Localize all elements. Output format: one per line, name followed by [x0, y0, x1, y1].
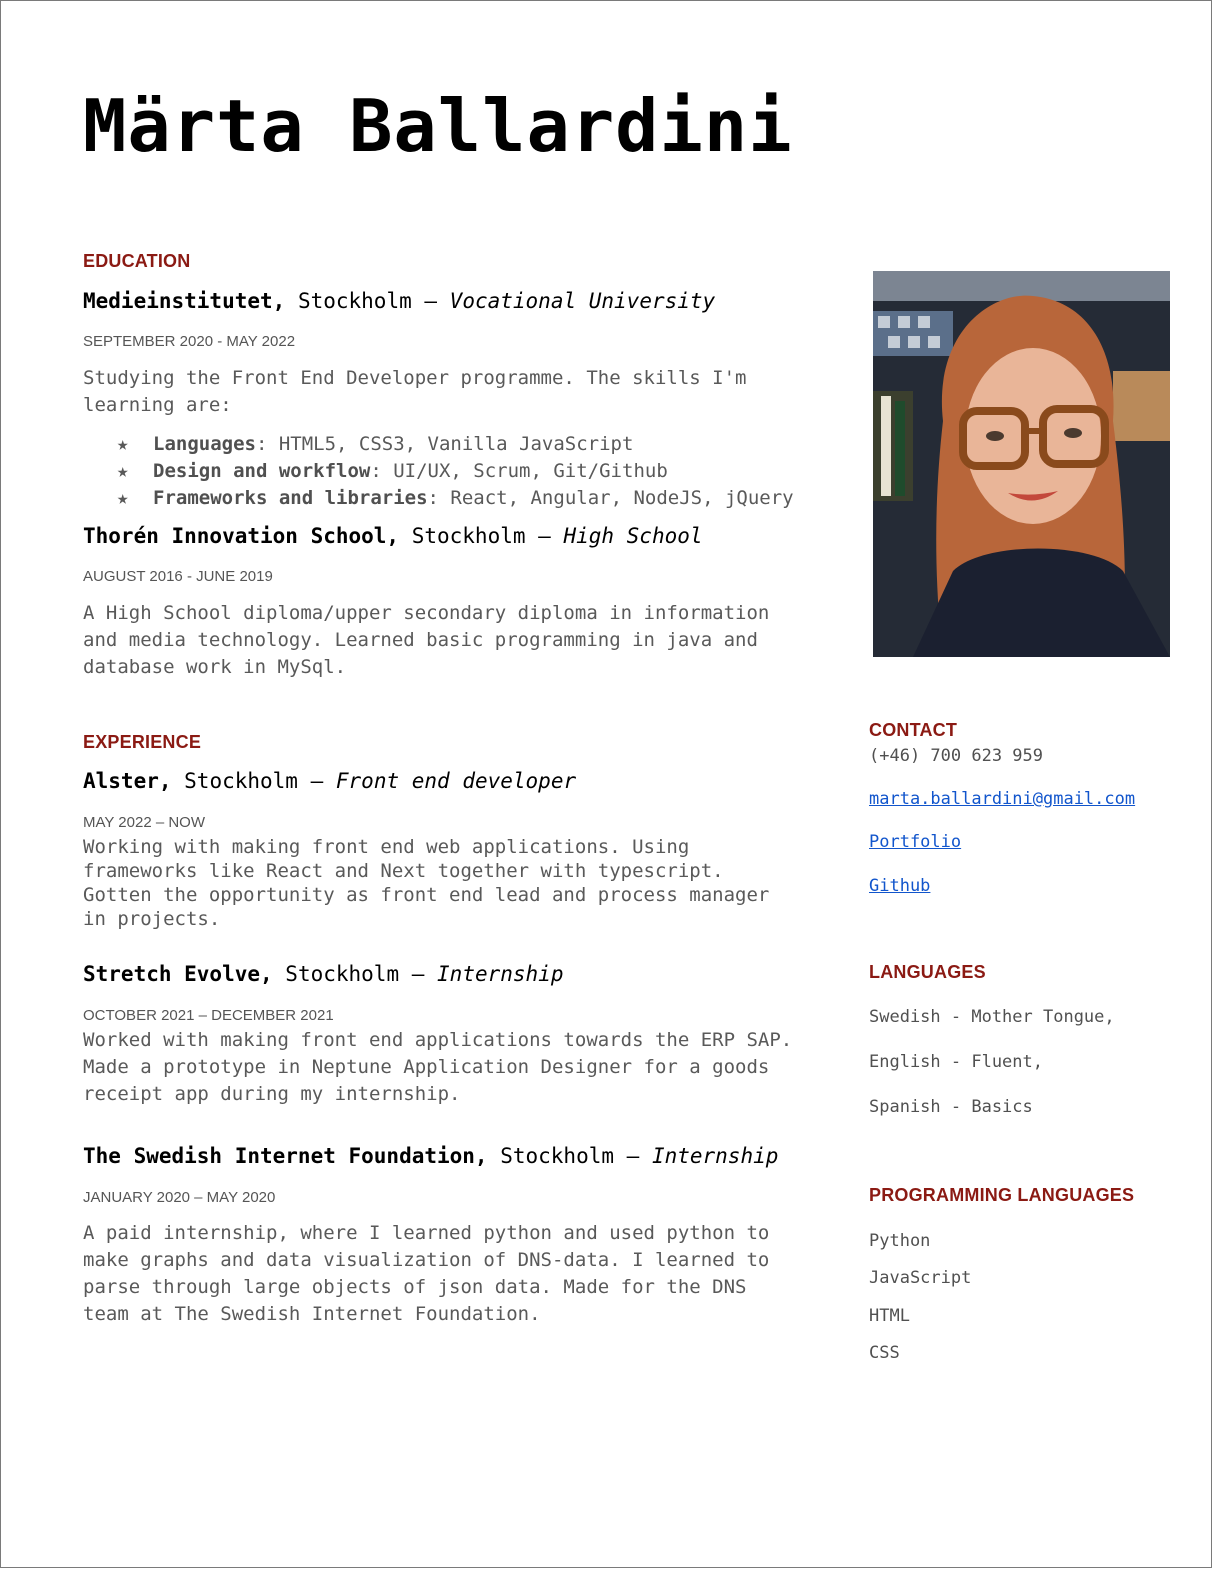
- education-description: A High School diploma/upper secondary diploma in information and media technology. Learned basic programming in java and database work in MySql.: [83, 602, 770, 678]
- experience-entry-title: [83, 1144, 778, 1168]
- star-icon: ★: [117, 487, 129, 509]
- language-item: Swedish - Mother Tongue,: [869, 1007, 1115, 1027]
- education-org: Thorén Innovation School,: [83, 524, 400, 548]
- languages-heading: LANGUAGES: [869, 962, 986, 982]
- experience-entry-title: [83, 962, 563, 986]
- education-location: Stockholm —: [285, 289, 450, 313]
- language-item: Spanish - Basics: [869, 1097, 1033, 1117]
- contact-email-link[interactable]: marta.ballardini@gmail.com: [869, 789, 1136, 809]
- contact-phone: (+46) 700 623 959: [869, 746, 1043, 766]
- education-org: Medieinstitutet,: [83, 289, 286, 313]
- experience-org: The Swedish Internet Foundation,: [83, 1144, 488, 1168]
- experience-location: Stockholm —: [171, 769, 336, 793]
- person-name: Märta Ballardini: [83, 84, 793, 168]
- programming-language-item: HTML: [869, 1306, 910, 1326]
- portrait-image: [873, 271, 1170, 657]
- programming-language-item: Python: [869, 1231, 931, 1251]
- experience-description: Working with making front end web applications. Using frameworks like React and Next together with typescript. Gotten the opportunity as front end lead and process manager in projects.: [83, 836, 770, 930]
- programming-language-item: CSS: [869, 1343, 900, 1363]
- experience-location: Stockholm —: [272, 962, 438, 986]
- github-link[interactable]: Github: [869, 876, 931, 896]
- experience-role: Internship: [437, 962, 564, 986]
- experience-date: MAY 2022 – NOW: [83, 814, 205, 831]
- experience-description: A paid internship, where I learned python and used python to make graphs and data visualization of DNS-data. I learned to parse through large objects of json data. Made for the DNS team at The Swedish Internet Foundation.: [83, 1222, 770, 1325]
- list-item: ★ Languages: HTML5, CSS3, Vanilla JavaScript: [117, 431, 794, 458]
- programming-languages-heading: PROGRAMMING LANGUAGES: [869, 1185, 1135, 1205]
- education-date: SEPTEMBER 2020 - MAY 2022: [83, 333, 296, 350]
- portfolio-link[interactable]: Portfolio: [869, 832, 962, 852]
- experience-role: Front end developer: [335, 769, 577, 793]
- education-entry-title: [83, 524, 703, 548]
- experience-date: OCTOBER 2021 – DECEMBER 2021: [83, 1007, 334, 1024]
- experience-org: Stretch Evolve,: [83, 962, 273, 986]
- education-role: Vocational University: [449, 289, 716, 313]
- contact-heading: CONTACT: [869, 720, 958, 740]
- education-role: High School: [563, 524, 703, 548]
- experience-date: JANUARY 2020 – MAY 2020: [83, 1189, 276, 1206]
- profile-photo: [873, 271, 1170, 657]
- programming-language-item: JavaScript: [869, 1268, 972, 1288]
- star-icon: ★: [117, 460, 129, 482]
- experience-location: Stockholm —: [487, 1144, 652, 1168]
- education-date: AUGUST 2016 - JUNE 2019: [83, 568, 273, 585]
- list-item: ★ Frameworks and libraries: React, Angular, NodeJS, jQuery: [117, 485, 794, 512]
- skills-list: [117, 431, 794, 512]
- experience-heading: EXPERIENCE: [83, 732, 202, 752]
- education-location: Stockholm —: [399, 524, 564, 548]
- education-description: Studying the Front End Developer programme. The skills I'm learning are:: [83, 367, 747, 416]
- experience-org: Alster,: [83, 769, 172, 793]
- language-item: English - Fluent,: [869, 1052, 1043, 1072]
- experience-role: Internship: [651, 1144, 779, 1168]
- education-heading: EDUCATION: [83, 251, 191, 271]
- list-item: ★ Design and workflow: UI/UX, Scrum, Git/Github: [117, 458, 794, 485]
- education-entry-title: [83, 289, 715, 313]
- star-icon: ★: [117, 433, 129, 455]
- experience-entry-title: [83, 769, 576, 793]
- experience-description: Worked with making front end applications towards the ERP SAP. Made a prototype in Neptune Application Designer for a goods receipt app during my internship.: [83, 1029, 793, 1105]
